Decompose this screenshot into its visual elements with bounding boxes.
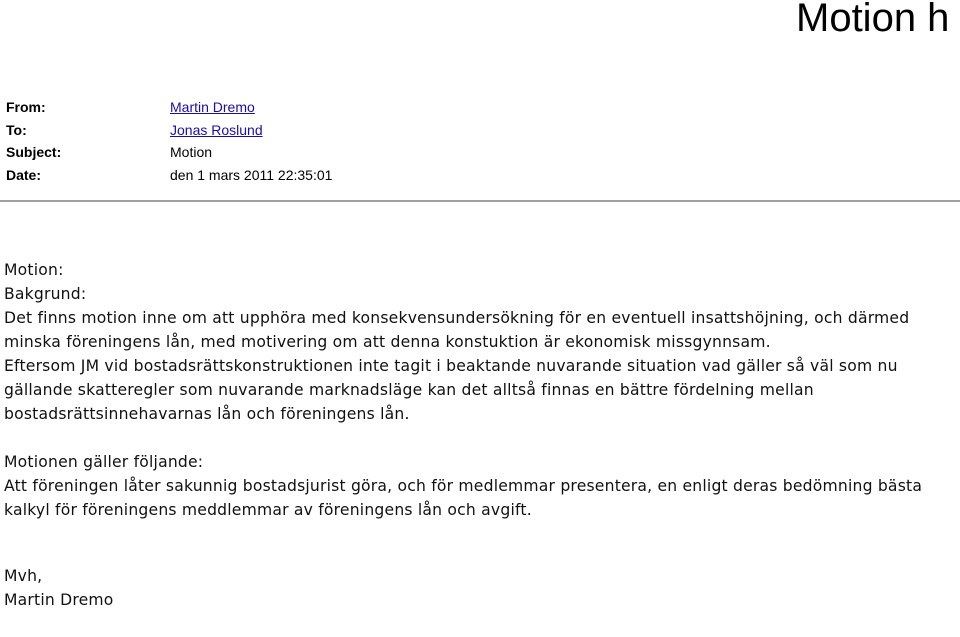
subject-value: Motion (170, 144, 213, 161)
subject-row (6, 141, 332, 164)
background-paragraph: Det finns motion inne om att upphöra med konsekvensundersökning för en eventuell insattshöjning, och därmed minska föreningens lån, med motivering om att denna konstuktion är ekonomisk missgynnsam. (4, 309, 910, 351)
closing-text: Mvh, (4, 567, 43, 585)
motion-heading: Motion: (4, 261, 64, 279)
proposal-paragraph: Att föreningen låter sakunnig bostadsjurist göra, och för medlemmar presentera, en enligt deras bedömning bästa kalkyl för föreningens meddlemmar av föreningens lån och avgift. (4, 477, 923, 519)
header-divider (0, 200, 960, 202)
background-label: Bakgrund: (4, 285, 87, 303)
from-link[interactable]: Martin Dremo (170, 99, 255, 116)
paragraph-spacer (4, 426, 956, 450)
to-label: To: (6, 121, 27, 138)
date-value: den 1 mars 2011 22:35:01 (170, 166, 333, 183)
email-body (4, 258, 956, 612)
subject-label: Subject: (6, 144, 62, 161)
to-link[interactable]: Jonas Roslund (170, 121, 263, 138)
to-row (6, 119, 332, 142)
motion-label: Motionen gäller följande: (4, 453, 204, 471)
from-row (6, 96, 332, 119)
date-label: Date: (6, 166, 42, 183)
closing-spacer (4, 522, 956, 564)
from-label: From: (6, 99, 46, 116)
page-title: Motion h (796, 0, 950, 40)
date-row (6, 164, 332, 187)
signature-name: Martin Dremo (4, 591, 114, 609)
reasoning-paragraph: Eftersom JM vid bostadsrättskonstruktionen inte tagit i beaktande nuvarande situation vad gäller så väl som nu gällande skatteregler som nuvarande marknadsläge kan det alltså finnas en bättre fördelning mellan bostadsrättsinnehavarnas lån och föreningens lån. (4, 357, 898, 423)
email-header (6, 96, 332, 186)
